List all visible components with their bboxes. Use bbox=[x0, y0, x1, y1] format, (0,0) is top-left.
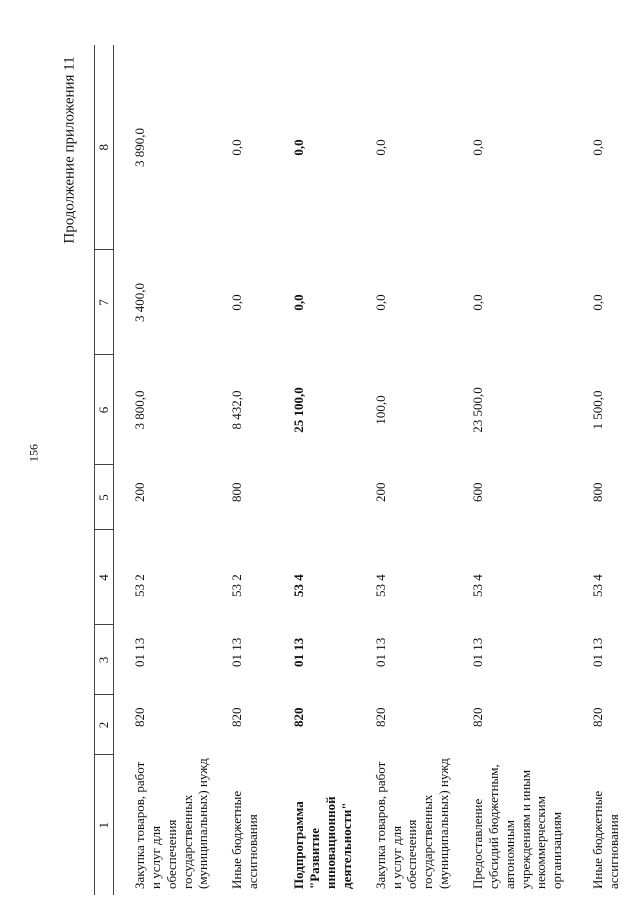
ministry-code: 820 bbox=[470, 707, 486, 727]
header-row bbox=[95, 45, 114, 895]
ministry-code: 820 bbox=[372, 707, 388, 727]
amount-col8: 0,0 bbox=[470, 139, 486, 156]
column-header: 4 bbox=[95, 530, 114, 625]
section-code: 01 13 bbox=[132, 637, 147, 667]
column-header: 5 bbox=[95, 465, 114, 530]
column-header: 7 bbox=[95, 250, 114, 355]
row-name: Иные бюджетные ассигнования bbox=[590, 790, 621, 889]
amount-col8: 3 890,0 bbox=[132, 128, 147, 167]
row-name: Закупка товаров, работ и услуг для обеспечения государственных (муниципальных) нужд bbox=[132, 758, 211, 889]
amount-col8: 0,0 bbox=[291, 139, 307, 156]
amount-col8: 0,0 bbox=[229, 139, 245, 156]
amount-col7: 0,0 bbox=[372, 294, 388, 311]
section-code: 01 13 bbox=[229, 637, 245, 667]
program-code: 53 4 bbox=[590, 574, 606, 597]
amount-col6: 3 800,0 bbox=[132, 390, 147, 430]
expense-type-code: 200 bbox=[372, 482, 388, 502]
row-name: Закупка товаров, работ и услуг для обеспечения государственных (муниципальных) нужд bbox=[372, 758, 452, 889]
amount-col6: 1 500,0 bbox=[590, 390, 606, 430]
table-row bbox=[211, 45, 273, 895]
program-code: 53 4 bbox=[470, 574, 486, 597]
continuation-label: Продолжение приложения 11 bbox=[61, 56, 78, 244]
table-row bbox=[452, 45, 572, 895]
ministry-code: 820 bbox=[590, 707, 606, 727]
row-name: Подпрограмма "Развитие инновационной деятельности" bbox=[291, 796, 354, 889]
table-row bbox=[572, 45, 634, 895]
program-code: 53 2 bbox=[132, 574, 147, 597]
section-code: 01 13 bbox=[372, 637, 388, 667]
column-header: 2 bbox=[95, 695, 114, 755]
program-code: 53 4 bbox=[372, 574, 388, 597]
amount-col8: 0,0 bbox=[372, 139, 388, 156]
column-header: 8 bbox=[95, 45, 114, 250]
amount-col8: 0,0 bbox=[590, 139, 606, 156]
amount-col6: 100,0 bbox=[372, 395, 388, 425]
amount-col7: 0,0 bbox=[590, 294, 606, 311]
expense-type-code: 600 bbox=[470, 482, 486, 502]
amount-col7: 0,0 bbox=[291, 294, 307, 311]
rotated-table-frame bbox=[94, 45, 621, 895]
amount-col6: 23 500,0 bbox=[470, 387, 486, 433]
amount-col7: 0,0 bbox=[470, 294, 486, 311]
program-code: 53 4 bbox=[291, 574, 307, 597]
expense-type-code: 200 bbox=[132, 482, 147, 502]
amount-col6: 8 432,0 bbox=[229, 390, 245, 430]
ministry-code: 820 bbox=[132, 707, 147, 727]
ministry-code: 820 bbox=[291, 707, 307, 727]
ministry-code: 820 bbox=[229, 707, 245, 727]
expense-type-code: 800 bbox=[590, 482, 606, 502]
table-row bbox=[355, 45, 452, 895]
amount-col7: 0,0 bbox=[229, 294, 245, 311]
table-row-subprogram bbox=[273, 45, 354, 895]
amount-col6: 25 100,0 bbox=[291, 387, 307, 433]
section-code: 01 13 bbox=[291, 637, 307, 667]
program-code: 53 2 bbox=[229, 574, 245, 597]
column-header: 6 bbox=[95, 355, 114, 465]
expense-type-code bbox=[273, 465, 354, 530]
column-header: 3 bbox=[95, 625, 114, 695]
budget-table bbox=[94, 45, 634, 895]
row-name: Иные бюджетные ассигнования bbox=[229, 790, 261, 889]
page-number: 156 bbox=[26, 444, 41, 462]
section-code: 01 13 bbox=[590, 637, 606, 667]
table-row bbox=[114, 45, 212, 895]
expense-type-code: 800 bbox=[229, 482, 245, 502]
amount-col7: 3 400,0 bbox=[132, 283, 147, 322]
section-code: 01 13 bbox=[470, 637, 486, 667]
row-name: Предоставление субсидий бюджетным, автономным учреждениям и иным некоммерческим организациям bbox=[470, 764, 565, 889]
column-header: 1 bbox=[95, 755, 114, 895]
